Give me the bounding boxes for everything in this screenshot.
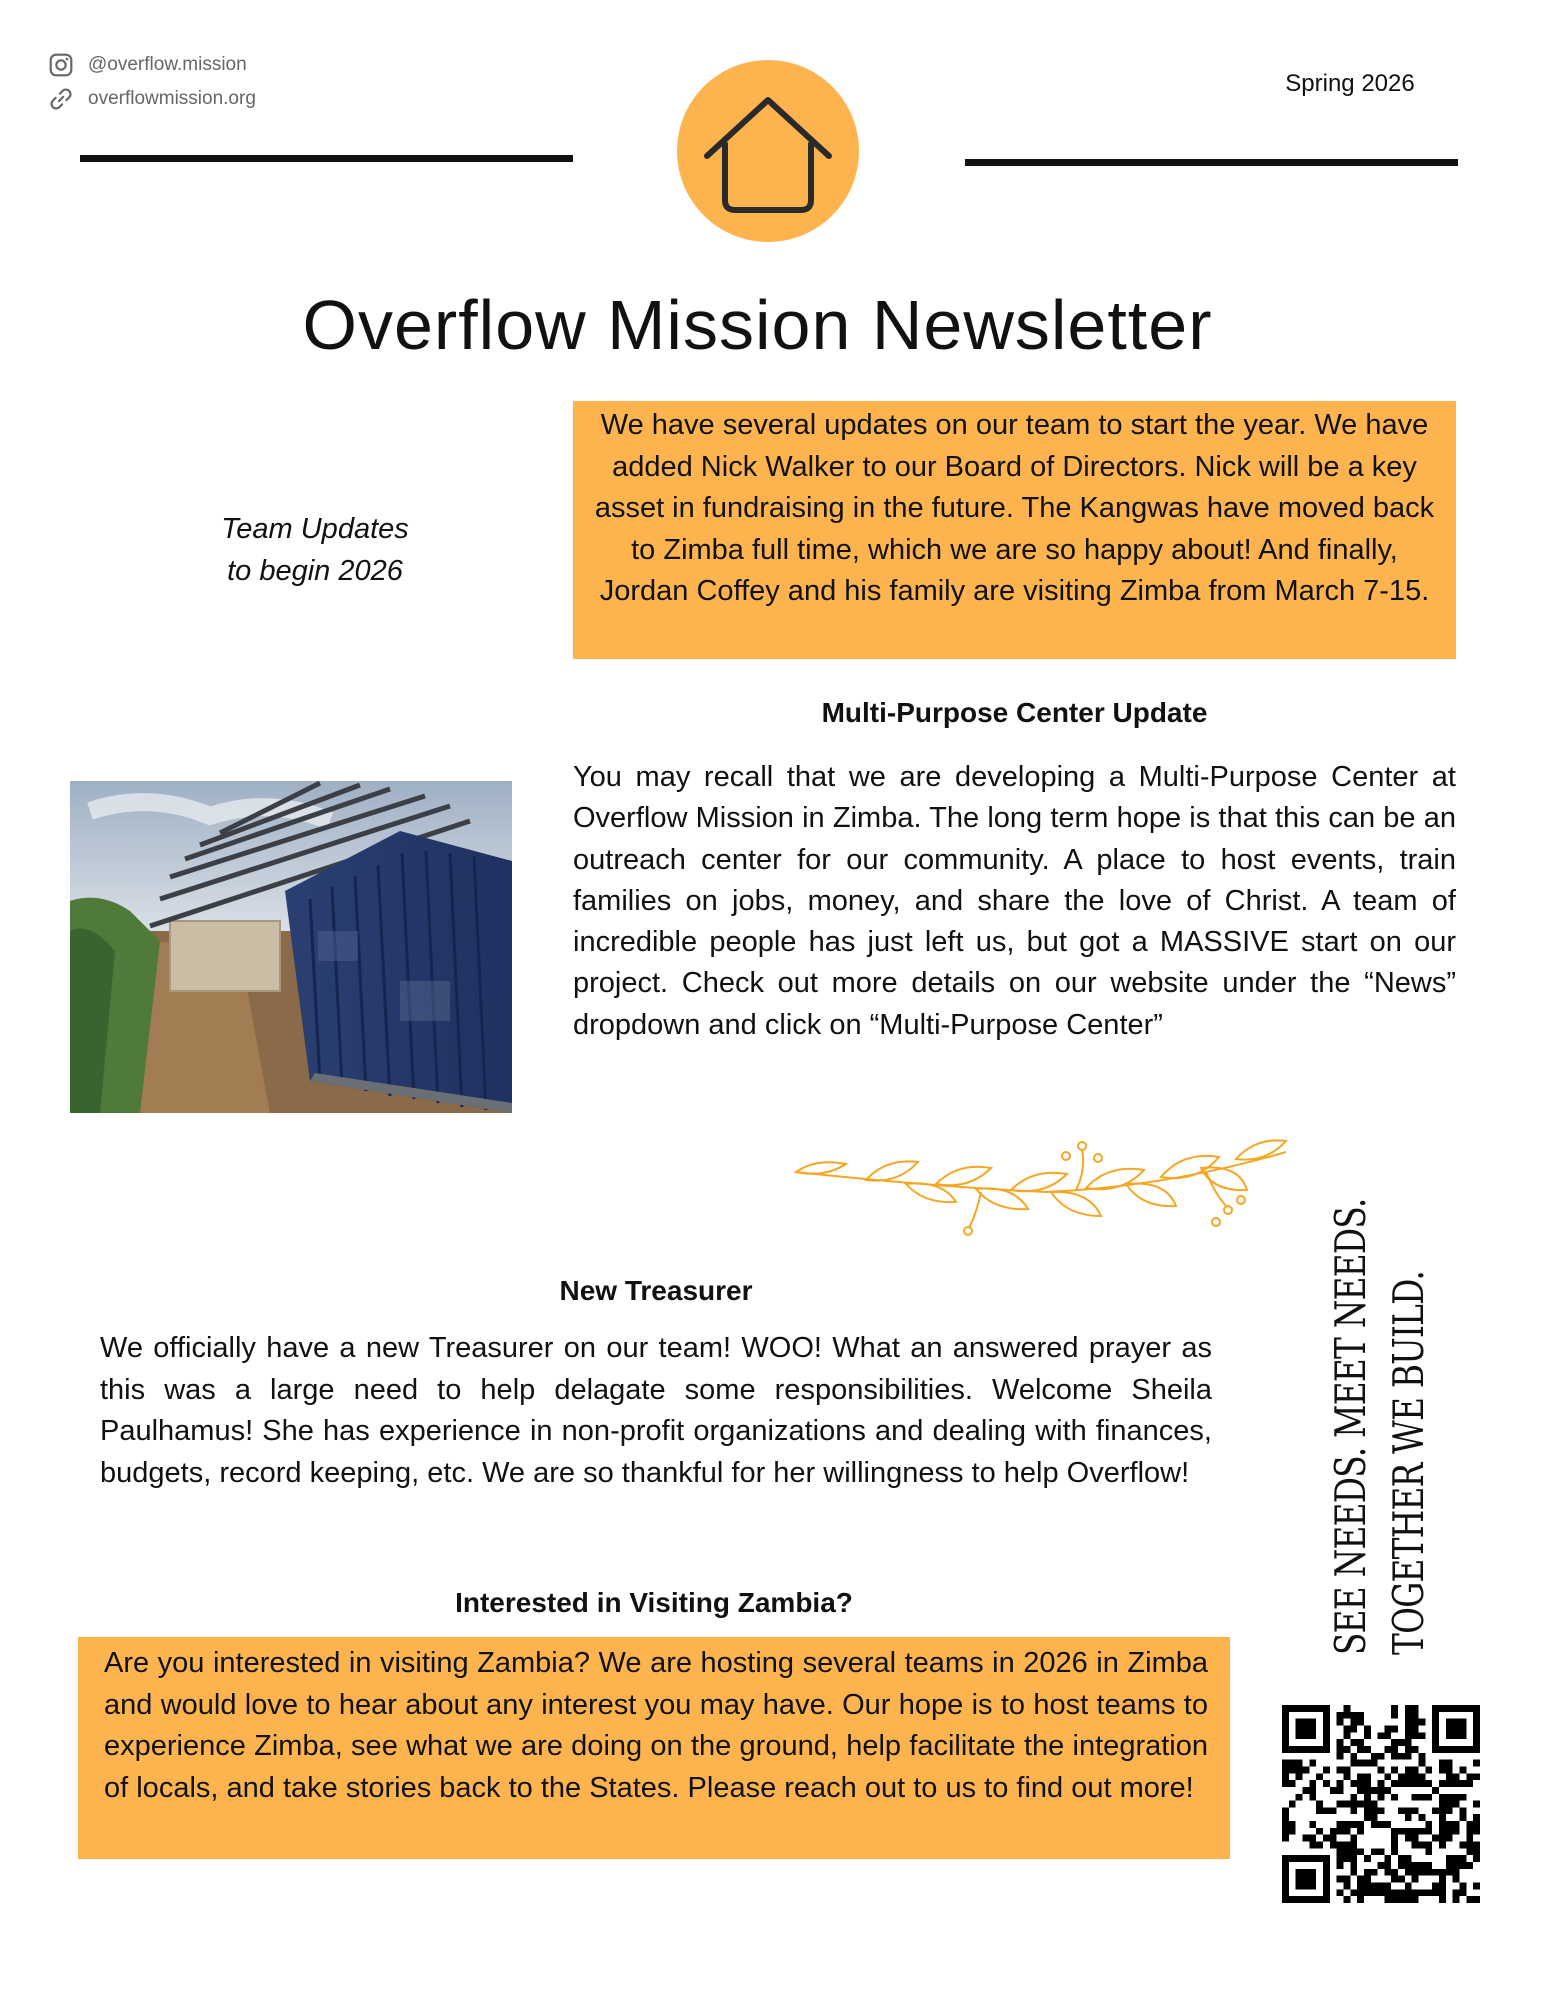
visiting-box: Are you interested in visiting Zambia? We are hosting several teams in 2026 in Zimba and would love to hear about any interest you may have. Our hope is to host teams to experience Zimba, see what we are doing on the ground, help facilitate the integration of locals, and take stories back to the States. Please reach out to us to find out more! (78, 1637, 1230, 1859)
motto-line-1: SEE NEEDS. MEET NEEDS. (1326, 1198, 1375, 1655)
website-link[interactable] (48, 82, 256, 116)
mpc-heading: Multi-Purpose Center Update (821, 697, 1208, 728)
caption-line: Team Updates (221, 513, 409, 545)
qr-code[interactable] (1282, 1705, 1480, 1903)
issue-season: Spring 2026 (1285, 70, 1415, 97)
construction-photo (70, 781, 512, 1113)
team-updates-box: We have several updates on our team to start the year. We have added Nick Walker to our Board of Directors. Nick will be a key asset in fundraising in the future. The Kangwas have moved back to Zimba full time, which we are so happy about! And finally, Jordan Coffey and his family are visiting Zimba from March 7-15. (573, 401, 1456, 659)
laurel-branch-icon (786, 1132, 1301, 1237)
link-icon (48, 86, 74, 112)
website-url: overflowmission.org (88, 88, 256, 109)
treasurer-heading: New Treasurer (559, 1275, 753, 1306)
instagram-icon (48, 52, 74, 78)
header-divider-left (80, 155, 573, 162)
motto-line-2: TOGETHER WE BUILD. (1384, 1270, 1433, 1655)
motto-text (1322, 1115, 1438, 1655)
mpc-body: You may recall that we are developing a Multi-Purpose Center at Overflow Mission in Zimba. The long term hope is that this can be an outreach center for our community. A place to host events, train families on jobs, money, and share the love of Christ. A team of incredible people has just left us, but got a MASSIVE start on our project. Check out more details on our website under the “News” dropdown and click on “Multi-Purpose Center” (573, 761, 1456, 1041)
caption-line: to begin 2026 (227, 555, 403, 587)
visiting-heading: Interested in Visiting Zambia? (455, 1587, 853, 1618)
team-updates-caption (160, 508, 470, 592)
social-links (48, 48, 256, 116)
instagram-link[interactable] (48, 48, 256, 82)
house-logo-icon (677, 60, 859, 242)
motto (1300, 1115, 1460, 1655)
header-divider-right (965, 159, 1458, 166)
newsletter-title: Overflow Mission Newsletter (302, 286, 1213, 364)
instagram-handle: @overflow.mission (88, 54, 247, 75)
treasurer-body: We officially have a new Treasurer on our team! WOO! What an answered prayer as this was a large need to help delagate some responsibilities. Welcome Sheila Paulhamus! She has experience in non-profit organizations and dealing with finances, budgets, record keeping, etc. We are so thankful for her willingness to help Overflow! (100, 1332, 1212, 1489)
